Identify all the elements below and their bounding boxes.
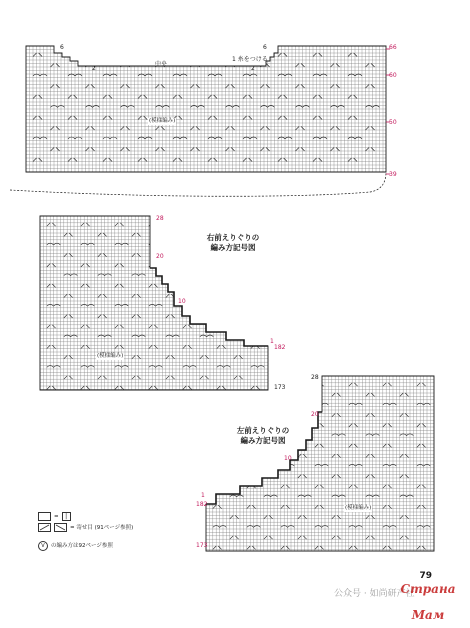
left-front-row-28: 28: [311, 374, 319, 381]
top-row-50: 50: [389, 119, 397, 126]
page-number: 79: [419, 571, 432, 581]
right-front-row-182: 182: [274, 344, 286, 351]
right-front-title: [196, 233, 270, 253]
right-front-title-line2: 編み方記号図: [210, 243, 256, 252]
legend-row-2: [38, 523, 133, 532]
top-chart: [10, 46, 386, 196]
legend-decrease-box-1: [38, 523, 51, 532]
left-front-pattern-label: (模様編み): [345, 505, 372, 511]
legend-row-1: [38, 512, 71, 521]
legend-row-3: [38, 541, 113, 551]
legend-knit-stitch-box: |: [62, 512, 71, 521]
top-row-66: 66: [389, 44, 397, 51]
right-front-row-1: 1: [270, 338, 274, 345]
legend-blank-stitch-box: [38, 512, 51, 521]
legend-v-stitch-text: の編み方は92ページ参照: [51, 543, 113, 549]
legend-v-stitch-icon: V: [38, 541, 48, 551]
left-front-row-1: 1: [201, 492, 205, 499]
watermark-text: 公众号 · 如尚研产社: [334, 589, 415, 599]
top-attach-yarn-label: 1 糸をつける: [232, 56, 268, 63]
left-front-title-line1: 左前えりぐりの: [236, 426, 290, 435]
top-row-60: 60: [389, 72, 397, 79]
watermark-logo: Страна Мам: [400, 582, 456, 622]
top-row-39: 39: [389, 171, 397, 178]
top-center-label: 中央: [155, 61, 168, 68]
right-front-row-10: 10: [178, 298, 186, 305]
right-front-title-line1: 右前えりぐりの: [206, 233, 260, 242]
top-row-label-6-left: 6: [60, 44, 64, 51]
legend-decrease-box-2: [54, 523, 67, 532]
legend-decrease-text: = 寄せ目 (91ページ参照): [70, 524, 134, 531]
left-front-title-line2: 編み方記号図: [240, 436, 286, 445]
top-row-label-2-right: 2: [251, 65, 255, 72]
top-row-label-2-left: 2: [92, 65, 96, 72]
right-front-row-28: 28: [156, 215, 164, 222]
top-pattern-label: (模様編み): [149, 118, 176, 124]
left-front-chart: [206, 376, 447, 551]
right-front-pattern-label: (模様編み): [97, 353, 124, 359]
legend-equals: =: [54, 513, 59, 520]
top-row-label-6-right: 6: [263, 44, 267, 51]
left-front-title: [226, 426, 300, 446]
right-front-row-20: 20: [156, 253, 164, 260]
left-front-row-20: 20: [311, 411, 319, 418]
left-front-row-173: 173: [196, 542, 208, 549]
left-front-row-182: 182: [196, 501, 208, 508]
right-front-row-173: 173: [274, 384, 286, 391]
left-front-row-10: 10: [284, 455, 292, 462]
